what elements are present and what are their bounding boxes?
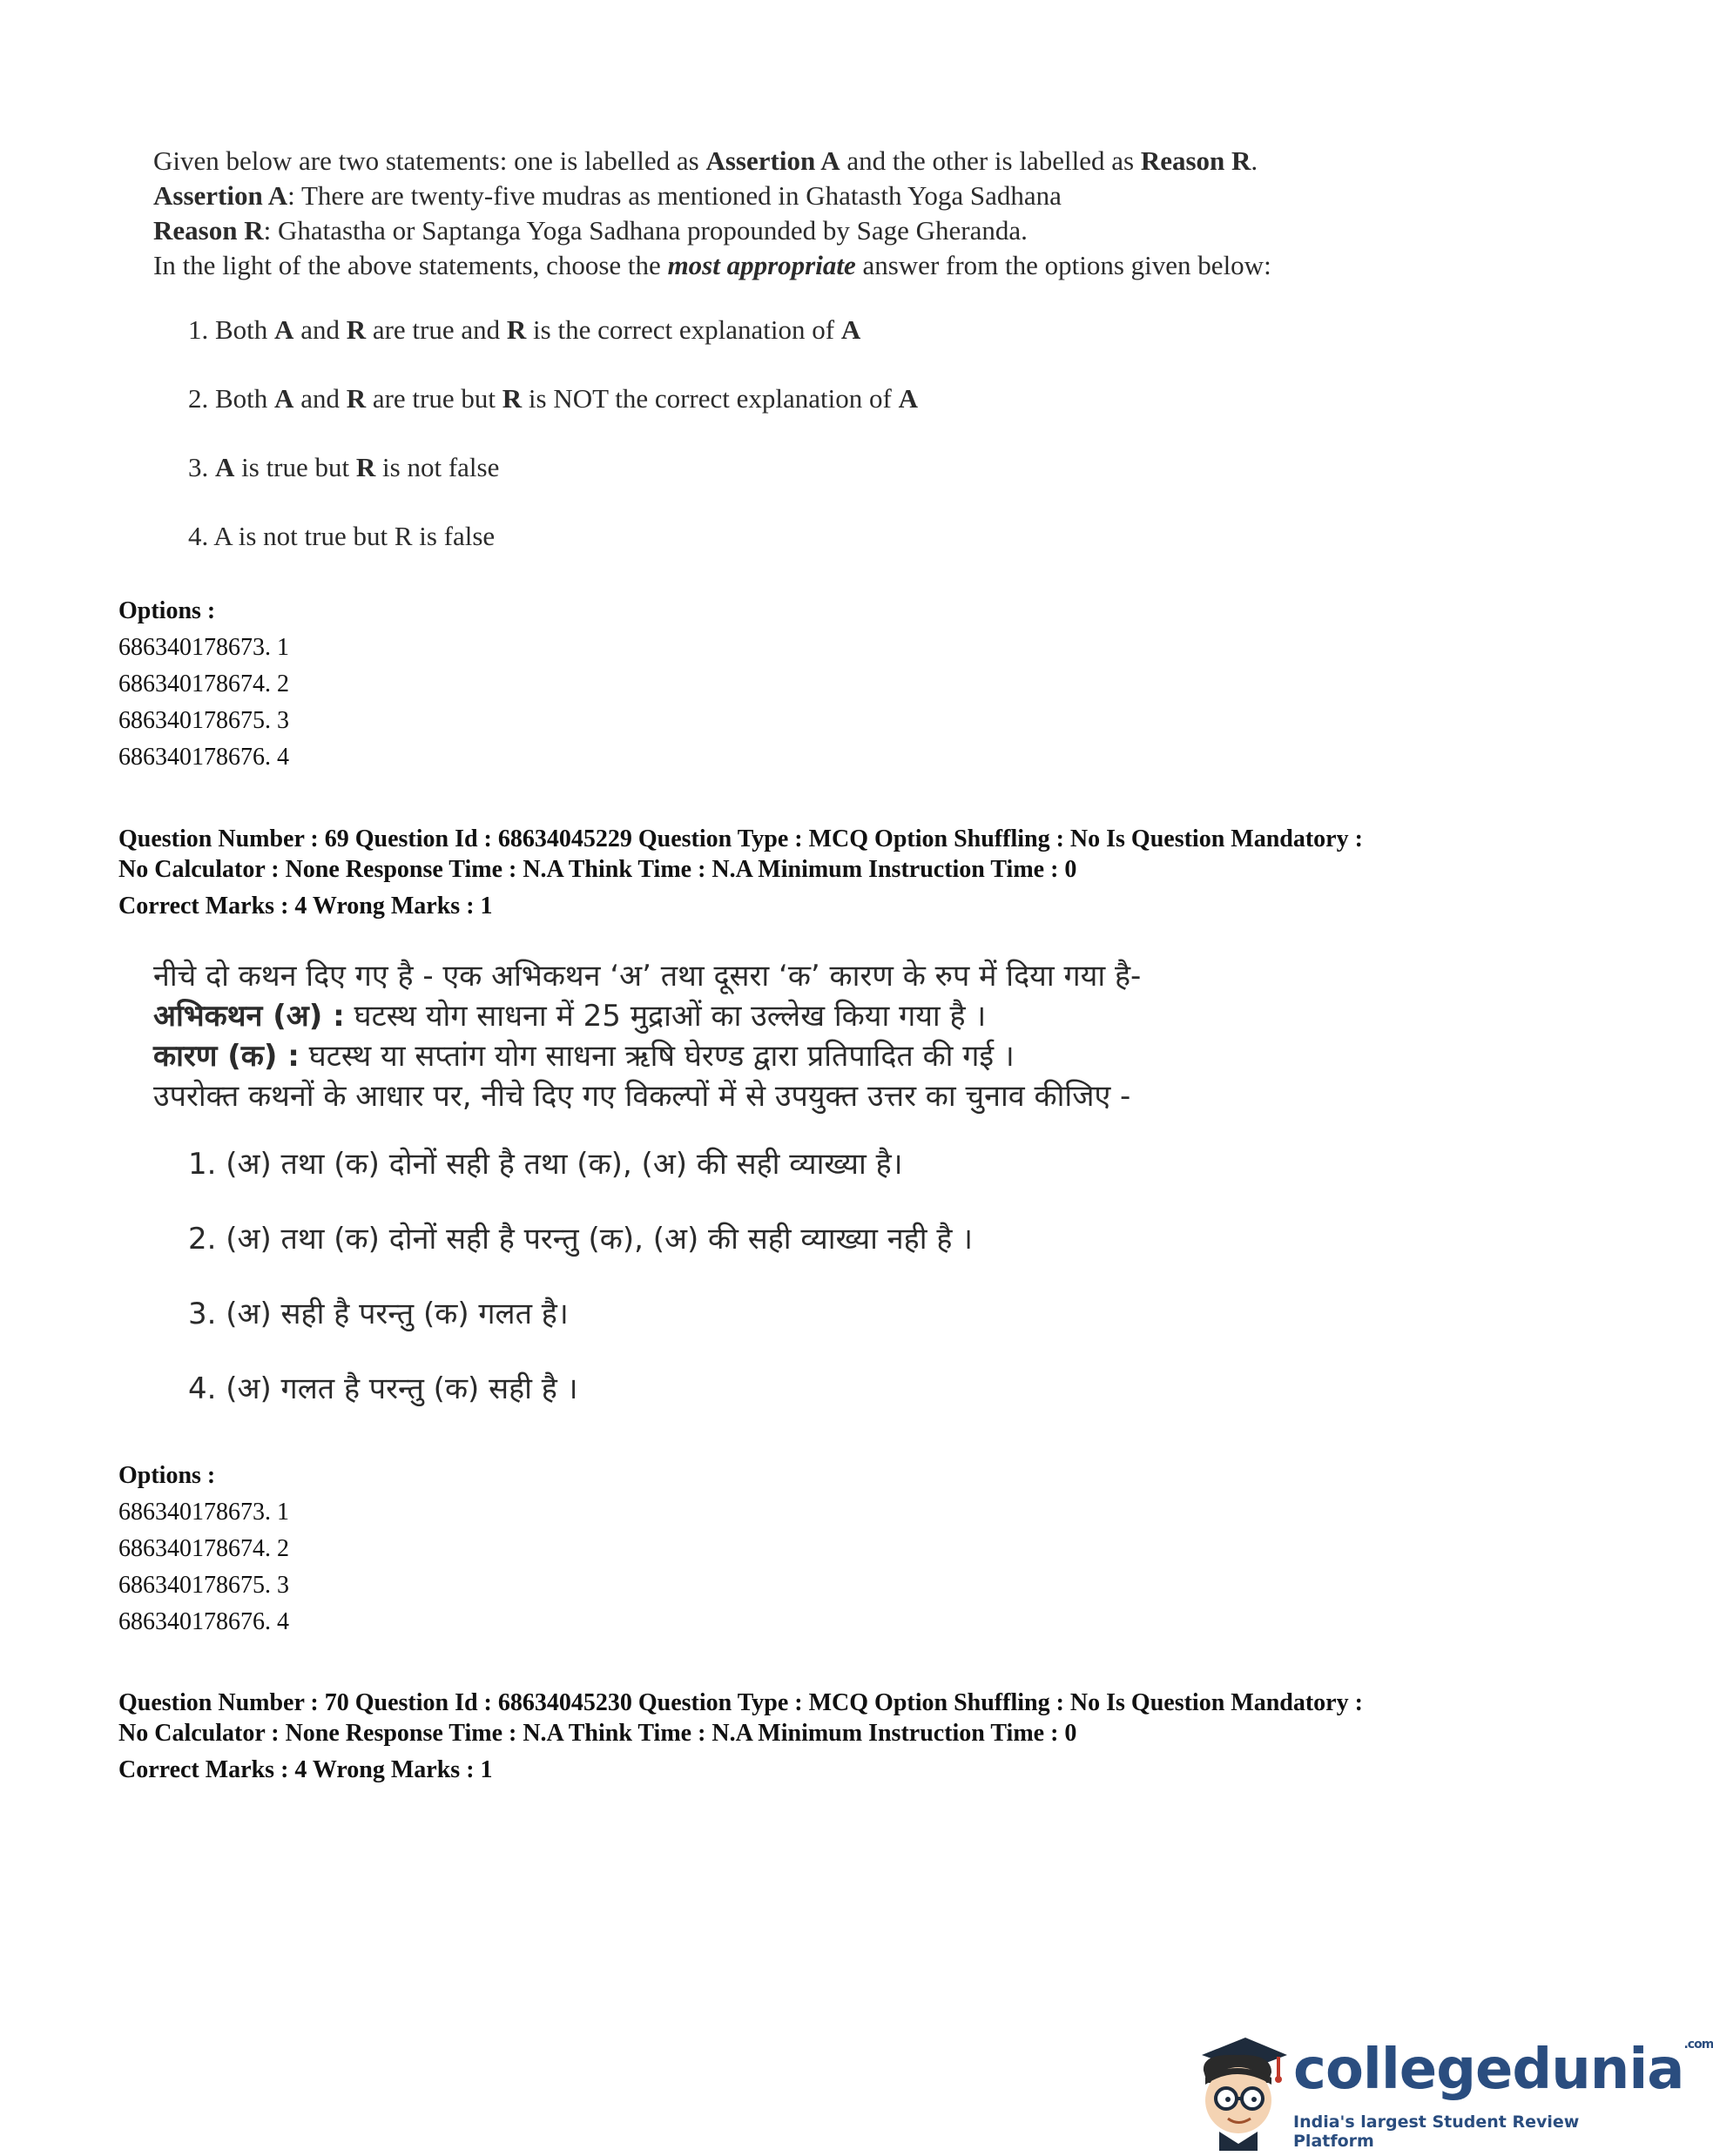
assertion-line: Assertion A: There are twenty-five mudras as mentioned in Ghatasth Yoga Sadhana (153, 180, 1062, 211)
instruction-line: उपरोक्त कथनों के आधार पर, नीचे दिए गए विकल्पों में से उपयुक्त उत्तर का चुनाव कीजिए - (153, 1079, 1131, 1114)
meta-line-1: Question Number : 70 Question Id : 68634045230 Question Type : MCQ Option Shuffling : No Is Question Mandatory : (118, 1689, 1363, 1716)
option-id: 686340178675. 3 (118, 1572, 289, 1599)
choice-4: 4. A is not true but R is false (188, 521, 496, 551)
reason-line: Reason R: Ghatastha or Saptanga Yoga Sadhana propounded by Sage Gheranda. (153, 215, 1028, 246)
question-69-meta (118, 824, 1529, 921)
option-id: 686340178676. 4 (118, 744, 289, 771)
choice-2: 2. Both A and R are true but R is NOT the correct explanation of A (188, 383, 918, 414)
options-header: Options : (118, 597, 216, 624)
option-id: 686340178673. 1 (118, 634, 289, 661)
reason-line: कारण (क) : घटस्थ या सप्तांग योग साधना ऋषि घेरण्ड द्वारा प्रतिपादित की गई । (153, 1039, 1015, 1074)
mascot-icon (1184, 2029, 1289, 2151)
assertion-line: अभिकथन (अ) : घटस्थ योग साधना में 25 मुद्राओं का उल्लेख किया गया है । (153, 999, 987, 1034)
choice-1: 1. (अ) तथा (क) दोनों सही है तथा (क), (अ) की सही व्याख्या है। (188, 1147, 903, 1182)
answer-choices (153, 313, 1460, 588)
collegedunia-logo (1184, 2029, 1713, 2151)
intro-line: नीचे दो कथन दिए गए है - एक अभिकथन ‘अ’ तथा दूसरा ‘क’ कारण के रुप में दिया गया है- (153, 959, 1142, 994)
options-list-2 (118, 1458, 289, 1641)
choice-3: 3. (अ) सही है परन्तु (क) गलत है। (188, 1297, 569, 1331)
brand-name: collegedunia$^{.com}$ (1293, 2038, 1713, 2102)
meta-line-1: Question Number : 69 Question Id : 68634045229 Question Type : MCQ Option Shuffling : No Is Question Mandatory : (118, 825, 1363, 852)
question-69-statement (153, 956, 1460, 1444)
choice-3: 3. A is true but R is not false (188, 452, 500, 482)
options-list-1 (118, 593, 289, 776)
meta-line-2: No Calculator : None Response Time : N.A Think Time : N.A Minimum Instruction Time : 0 (118, 856, 1077, 883)
answer-choices (153, 1144, 1460, 1444)
intro-line: Given below are two statements: one is labelled as Assertion A and the other is labelled as Reason R. (153, 145, 1258, 176)
question-68-statement (153, 144, 1460, 588)
option-id: 686340178674. 2 (118, 1535, 289, 1562)
brand-tagline: India's largest Student Review Platform (1293, 2112, 1580, 2151)
option-id: 686340178674. 2 (118, 670, 289, 697)
marks-line: Correct Marks : 4 Wrong Marks : 1 (118, 1756, 493, 1783)
option-id: 686340178676. 4 (118, 1608, 289, 1635)
choice-4: 4. (अ) गलत है परन्तु (क) सही है । (188, 1371, 578, 1406)
question-70-meta (118, 1688, 1529, 1785)
choice-2: 2. (अ) तथा (क) दोनों सही है परन्तु (क), (अ) की सही व्याख्या नही है । (188, 1222, 974, 1257)
choice-1: 1. Both A and R are true and R is the correct explanation of A (188, 314, 861, 345)
instruction-line: In the light of the above statements, choose the most appropriate answer from the options given below: (153, 250, 1271, 280)
option-id: 686340178675. 3 (118, 707, 289, 734)
meta-line-2: No Calculator : None Response Time : N.A Think Time : N.A Minimum Instruction Time : 0 (118, 1720, 1077, 1747)
options-header: Options : (118, 1462, 216, 1489)
option-id: 686340178673. 1 (118, 1499, 289, 1526)
marks-line: Correct Marks : 4 Wrong Marks : 1 (118, 893, 493, 920)
